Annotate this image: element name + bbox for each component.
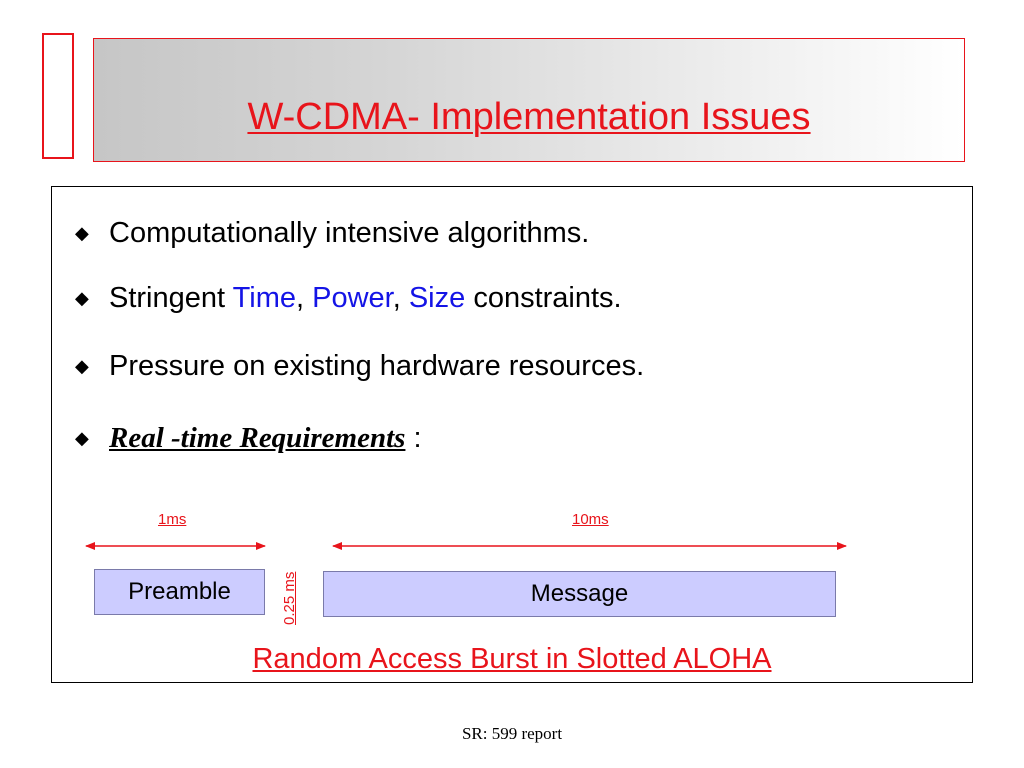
diamond-icon: ◆ (75, 288, 89, 308)
preamble-duration-label: 1ms (158, 511, 187, 528)
diamond-icon: ◆ (75, 428, 89, 448)
constraint-separator: , (295, 281, 313, 314)
bullet-text (109, 282, 622, 315)
preamble-label: Preamble (128, 578, 231, 605)
bullet-item-realtime (75, 418, 422, 458)
gap-duration-label: 0.25 ms (281, 571, 298, 625)
diagram-caption: Random Access Burst in Slotted ALOHA (252, 643, 772, 675)
bullet-item-constraints (75, 278, 622, 318)
bullet-text (109, 422, 422, 455)
constraint-power: Power (312, 281, 393, 314)
constraint-separator: , (392, 281, 409, 314)
message-block (323, 571, 836, 617)
constraint-size: Size (408, 281, 466, 314)
preamble-block (94, 569, 265, 615)
bullet-item (75, 213, 589, 253)
diamond-icon: ◆ (75, 223, 89, 243)
bullet-text: Computationally intensive algorithms. (109, 216, 590, 249)
decorative-side-bar (42, 33, 74, 159)
bullet-text: Pressure on existing hardware resources. (109, 349, 645, 382)
title-banner (93, 38, 965, 162)
constraint-time: Time (232, 281, 296, 314)
message-duration-label: 10ms (572, 511, 609, 528)
bullet-item (75, 346, 644, 386)
message-label: Message (530, 580, 629, 607)
slide-title: W-CDMA- Implementation Issues (247, 96, 811, 138)
constraint-suffix: constraints. (465, 281, 622, 314)
footer-text: SR: 599 report (461, 724, 563, 743)
realtime-requirements-label: Real -time Requirements (109, 421, 406, 454)
diamond-icon: ◆ (75, 356, 89, 376)
constraint-prefix: Stringent (109, 281, 233, 314)
realtime-colon: : (405, 421, 422, 454)
